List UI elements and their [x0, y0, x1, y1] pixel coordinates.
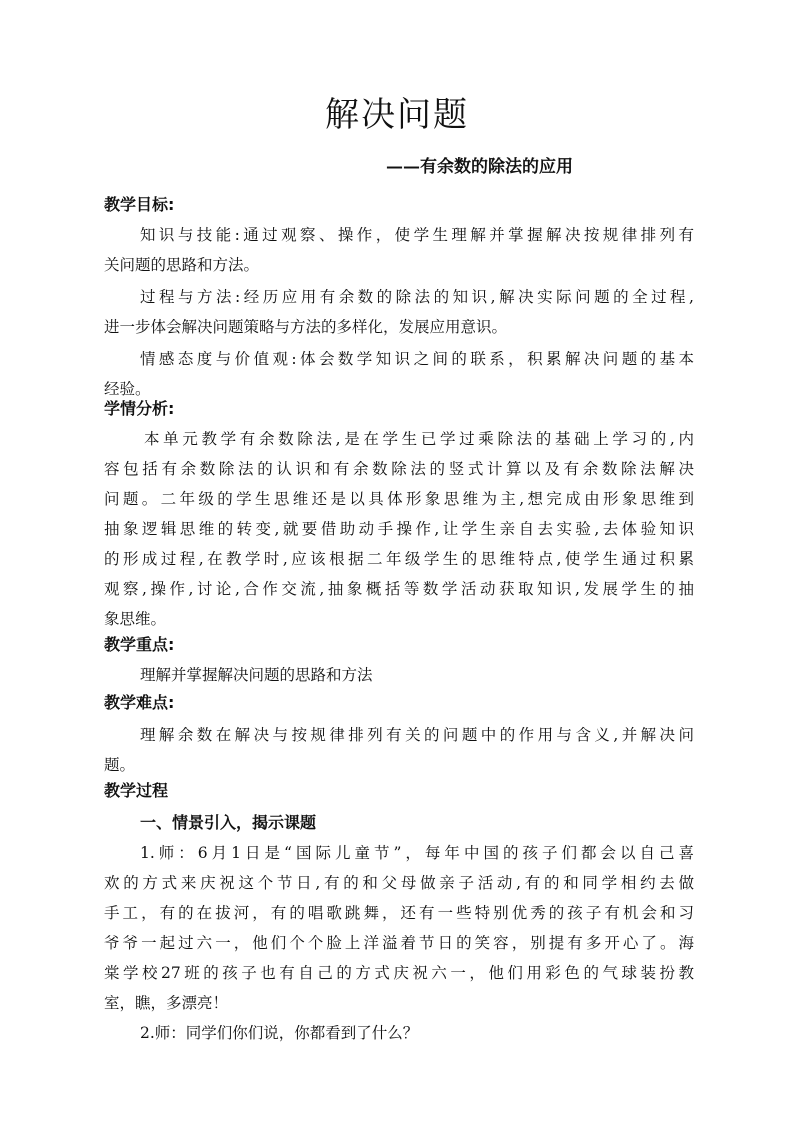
process-item1-line-3: 手工，有的在拔河，有的唱歌跳舞，还有一些特别优秀的孩子有机会和习	[104, 904, 694, 922]
analysis-line-3: 问题。二年级的学生思维还是以具体形象思维为主,想完成由形象思维到	[104, 490, 694, 508]
analysis-line-2: 容包括有余数除法的认识和有余数除法的竖式计算以及有余数除法解决	[104, 460, 694, 478]
document-title: 解决问题	[325, 95, 469, 135]
key-point-heading: 教学重点:	[104, 635, 175, 654]
difficulty-section	[104, 690, 694, 778]
analysis-line-7: 象思维。	[104, 610, 167, 628]
objectives-p3-line2: 经验。	[104, 380, 151, 398]
process-item1-line-1: 1.师：6月1日是“国际儿童节”，每年中国的孩子们都会以自己喜	[140, 844, 694, 862]
difficulty-heading: 教学难点:	[104, 693, 175, 712]
difficulty-line-1: 理解余数在解决与按规律排列有关的问题中的作用与含义,并解决问	[140, 726, 694, 744]
key-point-text: 理解并掌握解决问题的思路和方法	[140, 666, 373, 684]
objectives-p3-line1: 情感态度与价值观:体会数学知识之间的联系，积累解决问题的基本	[140, 350, 694, 368]
analysis-line-1: 本单元教学有余数除法,是在学生已学过乘除法的基础上学习的,内	[144, 430, 694, 448]
objectives-p2-line1: 过程与方法:经历应用有余数的除法的知识,解决实际问题的全过程,	[140, 288, 694, 306]
process-section1-heading: 一、情景引入，揭示课题	[140, 813, 317, 832]
difficulty-line-2: 题。	[104, 756, 136, 774]
process-heading: 教学过程	[104, 781, 169, 800]
objectives-p1-line2: 关问题的思路和方法。	[104, 256, 260, 274]
analysis-line-5: 的形成过程,在教学时,应该根据二年级学生的思维特点,使学生通过积累	[104, 550, 694, 568]
process-item1-line-4: 爷爷一起过六一，他们个个脸上洋溢着节日的笑容，别提有多开心了。海	[104, 934, 694, 952]
objectives-heading: 教学目标:	[104, 195, 175, 214]
process-item1-line-2: 欢的方式来庆祝这个节日,有的和父母做亲子活动,有的和同学相约去做	[104, 874, 694, 892]
objectives-p1-line1: 知识与技能:通过观察、操作，使学生理解并掌握解决按规律排列有	[140, 226, 694, 244]
process-section	[104, 778, 694, 1046]
document-subtitle: ——有余数的除法的应用	[386, 157, 573, 177]
analysis-section	[104, 396, 694, 632]
process-item1-line-5: 棠学校27班的孩子也有自己的方式庆祝六一，他们用彩色的气球装扮教	[104, 964, 694, 982]
process-item2: 2.师：同学们你们说，你都看到了什么？	[140, 1024, 419, 1042]
analysis-line-6: 观察,操作,讨论,合作交流,抽象概括等数学活动获取知识,发展学生的抽	[104, 580, 694, 598]
analysis-line-4: 抽象逻辑思维的转变,就要借助动手操作,让学生亲自去实验,去体验知识	[104, 520, 694, 538]
objectives-section	[104, 192, 694, 402]
analysis-heading: 学情分析:	[104, 399, 175, 418]
process-item1-line-6: 室，瞧，多漂亮！	[104, 994, 229, 1012]
objectives-p2-line2: 进一步体会解决问题策略与方法的多样化，发展应用意识。	[104, 318, 508, 336]
key-point-section	[104, 632, 694, 688]
